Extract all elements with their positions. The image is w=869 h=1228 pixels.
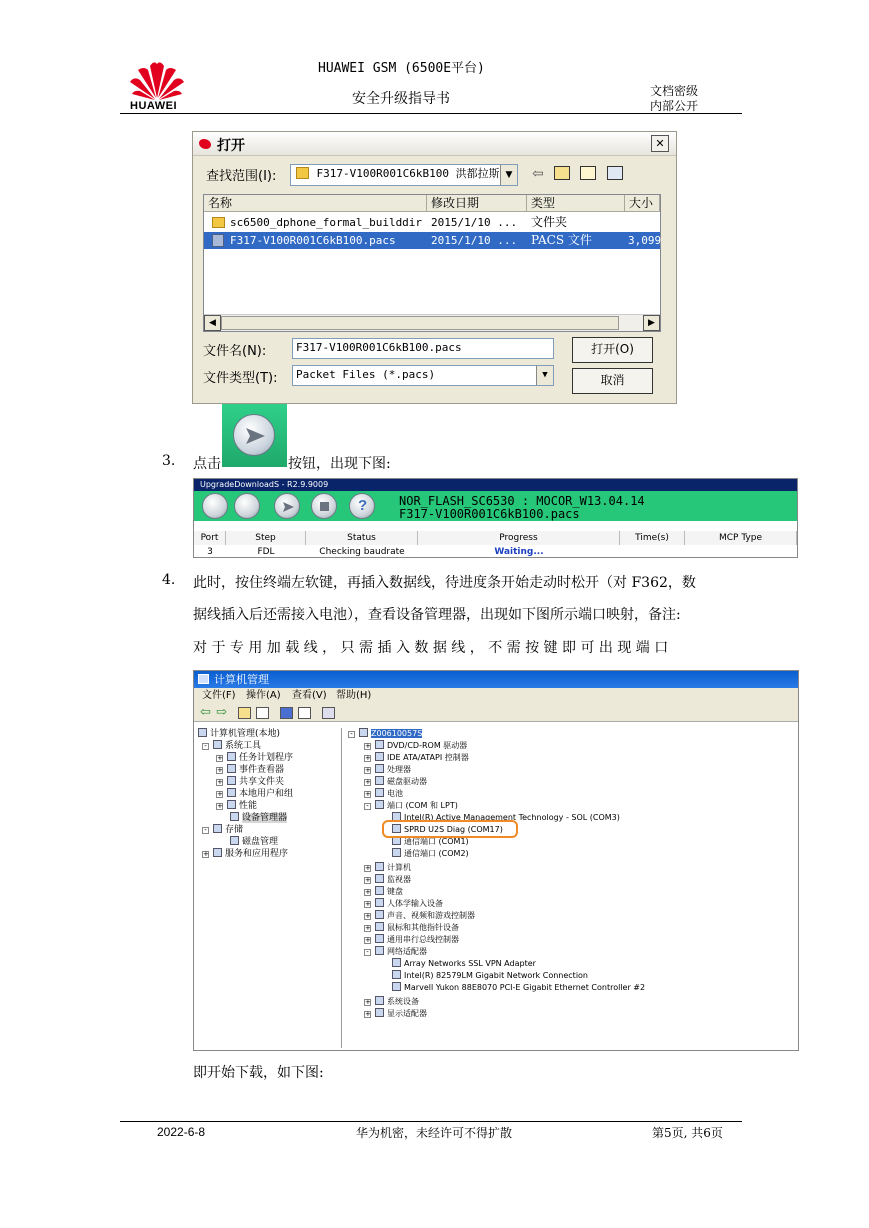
disk-icon [230, 836, 239, 845]
flash-info: NOR_FLASH_SC6530 : MOCOR_W13.04.14 [399, 494, 645, 508]
expand-icon[interactable]: + [365, 790, 371, 798]
expand-icon[interactable]: + [365, 766, 371, 774]
tree-label: 存储 [225, 825, 244, 835]
file-list [203, 194, 661, 332]
file-row-selected[interactable] [204, 232, 660, 249]
tree-label: 通信端口 (COM2) [404, 849, 469, 858]
col-date[interactable]: 修改日期 [427, 195, 527, 212]
row-status: Checking baudrate [319, 547, 405, 557]
tree-label: Marvell Yukon 88E8070 PCI-E Gigabit Ethernet Controller #2 [404, 983, 646, 992]
filetype-label: 文件类型(T): [203, 371, 278, 386]
collapse-icon[interactable]: - [202, 827, 209, 834]
file-type: 文件夹 [531, 215, 568, 229]
tree-label: 端口 (COM 和 LPT) [387, 801, 458, 810]
device-display[interactable] [364, 1008, 427, 1020]
tree-label: 系统设备 [387, 997, 419, 1006]
device-usb[interactable] [364, 934, 459, 946]
properties-icon[interactable] [298, 707, 311, 719]
device-system[interactable] [364, 996, 419, 1008]
tree-local-users[interactable] [216, 788, 293, 800]
folder-icon [227, 776, 236, 785]
tree-shared-folders[interactable] [216, 776, 284, 788]
display-icon [375, 1008, 384, 1017]
play-icon [233, 414, 275, 456]
device-net-vpn[interactable] [392, 958, 536, 970]
stop-button[interactable] [311, 493, 337, 519]
collapse-icon[interactable]: - [202, 743, 209, 750]
settings-icon[interactable] [202, 493, 228, 519]
footer-date: 2022-6-8 [157, 1125, 206, 1139]
tree-label: 服务和应用程序 [225, 849, 289, 859]
header-divider [120, 113, 742, 114]
tree-label: 磁盘驱动器 [387, 777, 427, 786]
logo-text: HUAWEI [130, 100, 177, 112]
tree-label: Z00610057S [371, 729, 423, 738]
col-port: Port [194, 531, 226, 545]
view-menu-icon[interactable] [607, 166, 623, 180]
device-keyboard[interactable] [364, 886, 403, 898]
step3-prefix: 点击 [193, 456, 221, 472]
stop-icon [320, 502, 329, 511]
expand-icon[interactable]: + [217, 802, 223, 810]
usb-icon [375, 934, 384, 943]
huawei-logo-icon [128, 60, 186, 100]
device-tree-pane [344, 728, 798, 1048]
tree-storage[interactable] [202, 824, 243, 836]
network-adapter-icon [392, 970, 401, 979]
help-icon[interactable] [280, 707, 293, 719]
help-button[interactable] [349, 493, 375, 519]
tree-label: 通用串行总线控制器 [387, 935, 459, 944]
expand-icon[interactable]: + [365, 864, 371, 872]
left-tree-pane [196, 728, 342, 1048]
device-processor[interactable] [364, 764, 411, 776]
device-hid[interactable] [364, 898, 443, 910]
forward-icon[interactable]: ⇨ [216, 705, 227, 720]
port-icon [375, 800, 384, 809]
folder-icon [212, 217, 225, 228]
file-name: F317-V100R001C6kB100.pacs [230, 234, 396, 247]
tree-label: 共享文件夹 [239, 777, 285, 787]
row-port: 3 [207, 547, 213, 557]
device-computer[interactable] [364, 862, 411, 874]
monitor-icon [375, 874, 384, 883]
tree-services-apps[interactable] [202, 848, 288, 860]
tree-label: 监视器 [387, 875, 411, 884]
col-step: Step [226, 531, 306, 545]
step4-line1: 此时，按住终端左软键，再插入数据线，待进度条开始走动时松开（对 F362，数 [193, 575, 696, 591]
folder-icon [296, 167, 309, 179]
horizontal-scrollbar[interactable] [204, 314, 660, 331]
dvd-icon [375, 740, 384, 749]
close-button[interactable]: ✕ [651, 135, 669, 152]
keyboard-icon [375, 886, 384, 895]
doc-title: HUAWEI GSM (6500E平台) [318, 61, 485, 76]
expand-icon[interactable]: + [365, 900, 371, 908]
tree-root[interactable] [198, 728, 280, 740]
security-value: 内部公开 [650, 99, 699, 113]
tree-disk-management[interactable] [230, 836, 278, 848]
huawei-logo [128, 60, 186, 112]
security-label: 文档密级 [650, 84, 699, 98]
tree-label: 计算机 [387, 863, 411, 872]
expand-icon[interactable]: + [217, 754, 223, 762]
expand-icon[interactable]: + [365, 742, 371, 750]
footer-divider [120, 1121, 742, 1122]
col-status: Status [306, 531, 418, 545]
performance-icon [227, 800, 236, 809]
tree-label: 事件查看器 [239, 765, 285, 775]
device-mouse[interactable] [364, 922, 459, 934]
upgrade-tool-title: UpgradeDownloadS - R2.9.9009 [194, 479, 797, 491]
scroll-thumb[interactable] [221, 316, 619, 330]
file-size: 3,099 [628, 234, 662, 247]
expand-icon[interactable]: + [365, 778, 371, 786]
tree-label: 电池 [387, 789, 403, 798]
network-icon [375, 946, 384, 955]
tree-label: 磁盘管理 [242, 837, 279, 847]
tree-task-scheduler[interactable] [216, 752, 293, 764]
port-icon [392, 848, 401, 857]
device-ports[interactable] [364, 800, 458, 812]
expand-icon[interactable]: + [365, 1010, 371, 1018]
tree-label: 设备管理器 [242, 813, 288, 823]
expand-icon[interactable]: + [365, 876, 371, 884]
new-folder-icon[interactable] [580, 166, 596, 180]
tree-label: SPRD U2S Diag (COM17) [404, 825, 503, 834]
sound-icon [375, 910, 384, 919]
device-net-marvell[interactable] [392, 982, 645, 994]
cpu-icon [375, 764, 384, 773]
up-icon[interactable] [238, 707, 251, 719]
tree-event-viewer[interactable] [216, 764, 284, 776]
next-button-image [222, 404, 287, 467]
col-progress: Progress [418, 531, 620, 545]
scan-icon[interactable] [322, 707, 335, 719]
cm-titlebar [194, 671, 798, 688]
expand-icon[interactable]: + [217, 766, 223, 774]
expand-icon[interactable]: + [365, 888, 371, 896]
lookin-value: F317-V100R001C6kB100 洪都拉斯 [316, 167, 500, 180]
lookin-select[interactable] [290, 164, 518, 186]
tree-label: IDE ATA/ATAPI 控制器 [387, 753, 469, 762]
upgrade-tool-window [193, 478, 798, 558]
options-icon[interactable] [234, 493, 260, 519]
device-sound[interactable] [364, 910, 475, 922]
sprd-port-highlight [382, 820, 518, 838]
device-monitor[interactable] [364, 874, 411, 886]
arrow-right-icon [275, 494, 301, 520]
hid-icon [375, 898, 384, 907]
event-icon [227, 764, 236, 773]
filetype-select[interactable] [292, 365, 554, 386]
device-dvd[interactable] [364, 740, 467, 752]
computer-icon [198, 728, 207, 737]
tree-label: 人体学输入设备 [387, 899, 443, 908]
file-row[interactable] [204, 214, 660, 231]
computer-icon [375, 862, 384, 871]
tree-device-manager[interactable] [230, 812, 287, 824]
tree-label: 性能 [239, 801, 258, 811]
network-adapter-icon [392, 958, 401, 967]
row-step: FDL [257, 547, 275, 557]
back-icon[interactable]: ⇦ [200, 705, 211, 720]
storage-icon [213, 824, 222, 833]
step3-suffix: 按钮，出现下图: [288, 456, 391, 472]
package-info: F317-V100R001C6kB100.pacs [399, 507, 580, 521]
expand-icon[interactable]: + [365, 998, 371, 1006]
tree-label: 声音、视频和游戏控制器 [387, 911, 475, 920]
expand-icon[interactable]: + [217, 790, 223, 798]
tools-icon [213, 740, 222, 749]
tree-label: 键盘 [387, 887, 403, 896]
device-root[interactable] [348, 728, 422, 740]
device-net-intel[interactable] [392, 970, 588, 982]
expand-icon[interactable]: + [203, 850, 209, 858]
scroll-left-icon[interactable]: ◀ [204, 315, 221, 331]
computer-icon [359, 728, 368, 737]
clock-icon [227, 752, 236, 761]
tree-system-tools[interactable] [202, 740, 261, 752]
tree-label: 本地用户和组 [239, 789, 294, 799]
disk-icon [375, 776, 384, 785]
scroll-right-icon[interactable]: ▶ [643, 315, 660, 331]
step4-number: 4. [162, 572, 176, 588]
menu-file[interactable]: 文件(F) [202, 690, 236, 701]
lookin-label: 查找范围(I): [206, 169, 277, 184]
device-disk[interactable] [364, 776, 427, 788]
footer-confidential: 华为机密，未经许可不得扩散 [356, 1126, 513, 1140]
collapse-icon[interactable]: - [364, 803, 371, 810]
tree-label: Array Networks SSL VPN Adapter [404, 959, 536, 968]
file-name: sc6500_dphone_formal_builddir [230, 216, 423, 229]
collapse-icon[interactable]: - [364, 949, 371, 956]
file-date: 2015/1/10 ... [431, 234, 518, 247]
expand-icon[interactable]: + [365, 924, 371, 932]
computer-management-window [193, 670, 799, 1051]
col-size[interactable]: 大小 [625, 195, 660, 212]
chevron-down-icon[interactable]: ▼ [536, 366, 553, 385]
tree-label: 处理器 [387, 765, 411, 774]
tree-label: Intel(R) Active Management Technology - SOL (COM3) [404, 813, 620, 822]
chevron-down-icon[interactable]: ▼ [500, 165, 517, 185]
tree-label: DVD/CD-ROM 驱动器 [387, 741, 468, 750]
start-button[interactable] [274, 493, 300, 519]
menu-action[interactable]: 操作(A) [246, 690, 281, 701]
upgrade-toolbar [194, 491, 797, 521]
col-time: Time(s) [620, 531, 685, 545]
step3-number: 3. [162, 453, 176, 469]
step4-line2: 据线插入后还需接入电池），查看设备管理器，出现如下图所示端口映射，备注: [193, 607, 681, 623]
cm-toolbar [194, 704, 798, 722]
menu-help[interactable]: 帮助(H) [336, 690, 372, 701]
cancel-button[interactable]: 取消 [572, 368, 653, 394]
up-folder-icon[interactable] [554, 166, 570, 180]
network-adapter-icon [392, 982, 401, 991]
system-icon [375, 996, 384, 1005]
tree-label: Intel(R) 82579LM Gigabit Network Connection [404, 971, 588, 980]
console-tree-icon[interactable] [256, 707, 269, 719]
device-network[interactable] [364, 946, 427, 958]
users-icon [227, 788, 236, 797]
tree-performance[interactable] [216, 800, 257, 812]
tree-label: 计算机管理(本地) [210, 729, 281, 739]
expand-icon[interactable]: + [365, 936, 371, 944]
filetype-value: Packet Files (*.pacs) [296, 368, 436, 381]
expand-icon[interactable]: + [217, 778, 223, 786]
tree-label: 网络适配器 [387, 947, 427, 956]
expand-icon[interactable]: + [365, 912, 371, 920]
device-battery[interactable] [364, 788, 403, 800]
tree-label: 显示适配器 [387, 1009, 427, 1018]
doc-subtitle: 安全升级指导书 [352, 91, 450, 107]
dialog-app-icon [199, 139, 211, 149]
row-progress: Waiting... [494, 547, 544, 557]
cm-title: 计算机管理 [214, 673, 269, 686]
help-icon: ? [358, 497, 368, 514]
file-icon [212, 234, 224, 247]
step4-line3: 对 于 专 用 加 载 线 ， 只 需 插 入 数 据 线 ， 不 需 按 键 即 可 出 现 端 口 [193, 640, 669, 656]
open-button[interactable]: 打开(O) [572, 337, 653, 363]
col-type[interactable]: 类型 [527, 195, 625, 212]
file-date: 2015/1/10 ... [431, 216, 518, 229]
col-name[interactable]: 名称 [204, 195, 427, 212]
filename-label: 文件名(N): [203, 344, 267, 359]
tree-label: 鼠标和其他指针设备 [387, 923, 459, 932]
battery-icon [375, 788, 384, 797]
mouse-icon [375, 922, 384, 931]
cm-menubar [194, 688, 798, 704]
device-ide[interactable] [364, 752, 469, 764]
filename-input[interactable]: F317-V100R001C6kB100.pacs [292, 338, 554, 359]
tree-label: 系统工具 [225, 741, 262, 751]
file-type: PACS 文件 [531, 233, 592, 247]
tree-label: 任务计划程序 [239, 753, 294, 763]
dialog-titlebar [193, 132, 676, 156]
device-manager-icon [230, 812, 239, 821]
dialog-title: 打开 [217, 138, 245, 154]
expand-icon[interactable]: + [365, 754, 371, 762]
menu-view[interactable]: 查看(V) [292, 690, 327, 701]
footer-page: 第5页, 共6页 [652, 1126, 723, 1140]
back-icon[interactable]: ⇦ [532, 166, 544, 182]
after-text: 即开始下载，如下图: [193, 1065, 324, 1081]
device-port-com2[interactable] [392, 848, 469, 860]
computer-icon [198, 674, 209, 684]
ide-icon [375, 752, 384, 761]
collapse-icon[interactable]: - [348, 731, 355, 738]
col-mcp-type: MCP Type [685, 531, 797, 545]
arrow-right-icon [234, 415, 276, 457]
services-icon [213, 848, 222, 857]
tree-label: 通信端口 (COM1) [404, 837, 469, 846]
